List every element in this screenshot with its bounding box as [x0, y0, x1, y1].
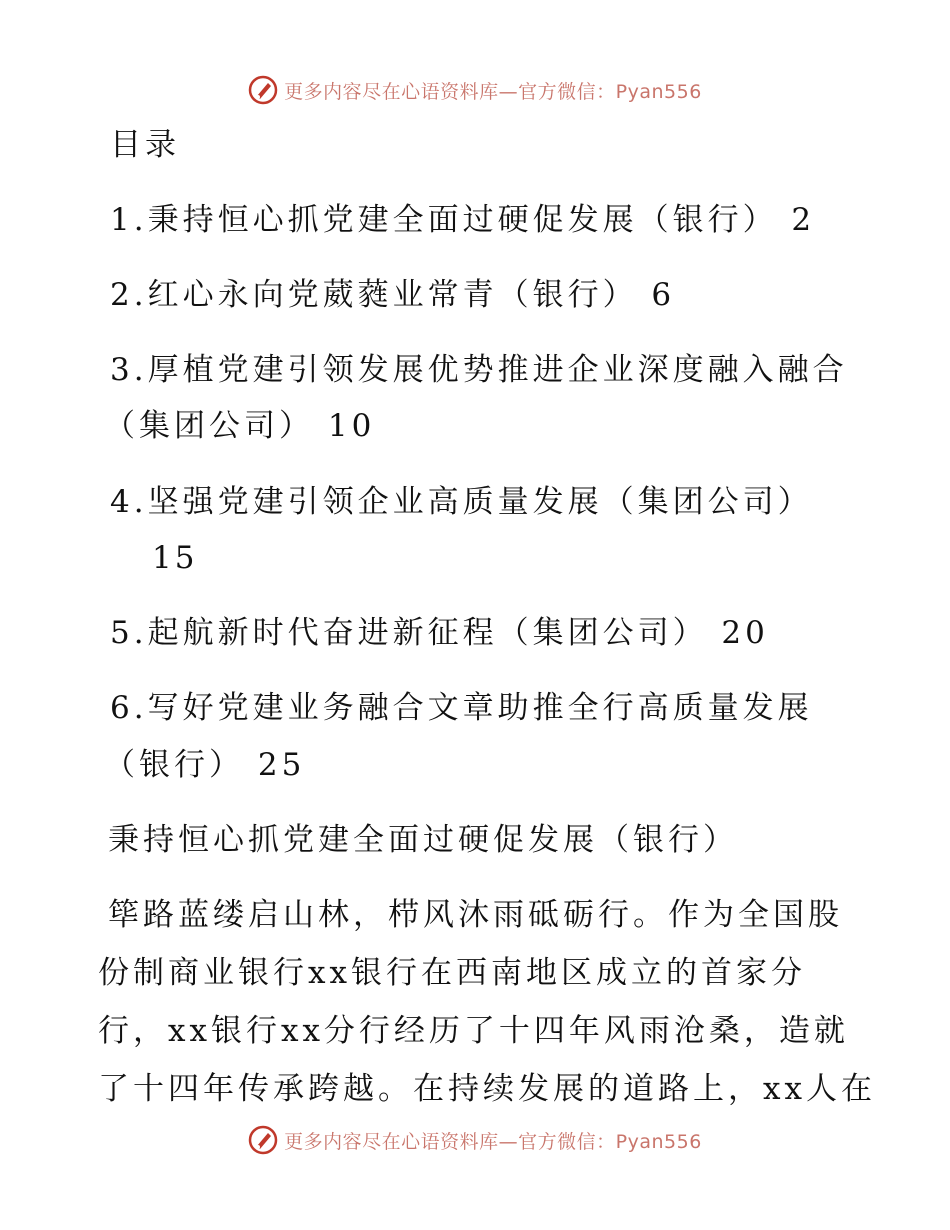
toc-item-4-line-1[interactable]: 4.坚强党建引领企业高质量发展（集团公司）	[110, 484, 813, 520]
banner-text: 更多内容尽在心语资料库—官方微信：Pyan556	[284, 80, 702, 103]
header-banner	[0, 70, 950, 110]
toc-item-3-line-1[interactable]: 3.厚植党建引领发展优势推进企业深度融入融合	[110, 352, 848, 388]
toc-item-3-line-2[interactable]: （集团公司） 10	[104, 408, 376, 444]
toc-item-6-line-1[interactable]: 6.写好党建业务融合文章助推全行高质量发展	[110, 690, 813, 726]
toc-item-4-line-2[interactable]: 15	[152, 540, 198, 576]
paragraph-line: 筚路蓝缕启山林，栉风沐雨砥砺行。作为全国股	[108, 897, 843, 933]
pen-logo-icon	[248, 1125, 278, 1155]
toc-item-5[interactable]: 5.起航新时代奋进新征程（集团公司） 20	[110, 615, 769, 651]
pen-logo-icon	[248, 75, 278, 105]
article-heading: 秉持恒心抓党建全面过硬促发展（银行）	[108, 822, 738, 858]
footer-banner	[0, 1120, 950, 1160]
paragraph-line: 份制商业银行xx银行在西南地区成立的首家分	[98, 955, 806, 991]
paragraph-line: 了十四年传承跨越。在持续发展的道路上，xx人在	[98, 1071, 876, 1107]
paragraph-line: 行，xx银行xx分行经历了十四年风雨沧桑，造就	[98, 1013, 849, 1049]
toc-item-1[interactable]: 1.秉持恒心抓党建全面过硬促发展（银行） 2	[110, 202, 816, 238]
toc-item-2[interactable]: 2.红心永向党葳蕤业常青（银行） 6	[110, 277, 676, 313]
banner-text: 更多内容尽在心语资料库—官方微信：Pyan556	[284, 1130, 702, 1153]
toc-item-6-line-2[interactable]: （银行） 25	[104, 747, 306, 783]
toc-title: 目录	[110, 127, 180, 163]
